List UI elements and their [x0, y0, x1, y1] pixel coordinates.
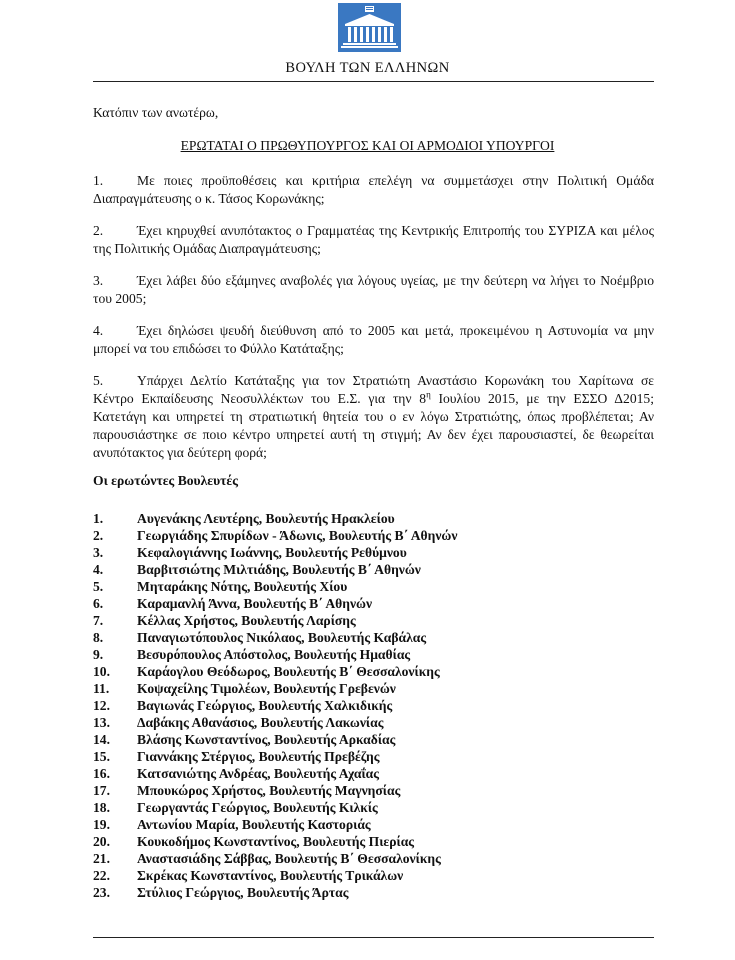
signer-number: 17. [93, 783, 110, 798]
signer-number: 20. [93, 834, 110, 849]
question-number: 4. [93, 323, 104, 338]
signer-item [93, 510, 654, 527]
signer-item [93, 544, 654, 561]
signer-number: 4. [93, 562, 104, 577]
signer-item [93, 646, 654, 663]
signer-name: Σκρέκας Κωνσταντίνος, Βουλευτής Τρικάλων [137, 868, 404, 883]
question-2 [93, 222, 654, 258]
signer-name: Γιαννάκης Στέργιος, Βουλευτής Πρεβέζης [137, 749, 380, 764]
signer-name: Κέλλας Χρήστος, Βουλευτής Λαρίσης [137, 613, 356, 628]
signer-name: Παναγιωτόπουλος Νικόλαος, Βουλευτής Καβάλας [137, 630, 427, 645]
signer-number: 3. [93, 545, 104, 560]
signer-item [93, 799, 654, 816]
signer-item [93, 816, 654, 833]
signer-item [93, 850, 654, 867]
question-number: 2. [93, 223, 104, 238]
signer-item [93, 867, 654, 884]
signer-number: 11. [93, 681, 110, 696]
question-text: Με ποιες προϋποθέσεις και κριτήρια επελέγη να συμμετάσχει στην Πολιτική Ομάδα Διαπραγμάτευσης ο κ. Τάσος Κορωνάκης; [93, 173, 654, 206]
signer-name: Κουκοδήμος Κωνσταντίνος, Βουλευτής Πιερίας [137, 834, 415, 849]
signer-number: 13. [93, 715, 110, 730]
signer-number: 2. [93, 528, 104, 543]
signer-number: 23. [93, 885, 110, 900]
question-text: Έχει δηλώσει ψευδή διεύθυνση από το 2005 και μετά, προκειμένου η Αστυνομία να μην μπορεί να του επιδώσει το Φύλλο Κατάταξης; [93, 323, 654, 356]
question-text: Έχει κηρυχθεί ανυπότακτος ο Γραμματέας της Κεντρικής Επιτροπής του ΣΥΡΙΖΑ και μέλος της Πολιτικής Ομάδας Διαπραγμάτευσης; [93, 223, 654, 256]
hellenic-parliament-logo-icon [336, 2, 403, 53]
signer-number: 22. [93, 868, 110, 883]
question-text: Έχει λάβει δύο εξάμηνες αναβολές για λόγους υγείας, με την δεύτερη να λήγει το Νοέμβριο του 2005; [93, 273, 654, 306]
signers-title: Οι ερωτώντες Βουλευτές [93, 473, 238, 488]
ordinal-superscript: η [426, 389, 431, 400]
signer-item [93, 578, 654, 595]
signer-item [93, 833, 654, 850]
signer-item [93, 527, 654, 544]
signer-item [93, 731, 654, 748]
signer-number: 15. [93, 749, 110, 764]
signer-item [93, 629, 654, 646]
signer-item [93, 697, 654, 714]
signer-number: 18. [93, 800, 110, 815]
signer-number: 5. [93, 579, 104, 594]
signer-name: Κεφαλογιάννης Ιωάννης, Βουλευτής Ρεθύμνου [137, 545, 407, 560]
signer-name: Μηταράκης Νότης, Βουλευτής Χίου [137, 579, 348, 594]
signer-name: Βαρβιτσιώτης Μιλτιάδης, Βουλευτής Β΄ Αθηνών [137, 562, 421, 577]
signer-name: Γεωργαντάς Γεώργιος, Βουλευτής Κιλκίς [137, 800, 378, 815]
intro-text: Κατόπιν των ανωτέρω, [93, 105, 219, 120]
signer-number: 6. [93, 596, 104, 611]
signer-name: Γεωργιάδης Σπυρίδων - Άδωνις, Βουλευτής Β΄ Αθηνών [137, 528, 458, 543]
signer-item [93, 748, 654, 765]
signer-number: 16. [93, 766, 110, 781]
question-number: 5. [93, 373, 104, 388]
signer-item [93, 782, 654, 799]
signer-number: 12. [93, 698, 110, 713]
signers-list [93, 510, 654, 901]
signer-name: Αντωνίου Μαρία, Βουλευτής Καστοριάς [137, 817, 371, 832]
question-number: 1. [93, 173, 104, 188]
footer-divider [93, 937, 654, 938]
header-divider [93, 81, 654, 82]
signer-item [93, 714, 654, 731]
signer-name: Κατσανιώτης Ανδρέας, Βουλευτής Αχαΐας [137, 766, 380, 781]
signer-item [93, 680, 654, 697]
signer-number: 21. [93, 851, 110, 866]
signer-name: Βλάσης Κωνσταντίνος, Βουλευτής Αρκαδίας [137, 732, 396, 747]
header-title: ΒΟΥΛΗ ΤΩΝ ΕΛΛΗΝΩΝ [285, 60, 450, 76]
signer-number: 8. [93, 630, 104, 645]
question-3 [93, 272, 654, 308]
signer-name: Βεσυρόπουλος Απόστολος, Βουλευτής Ημαθίας [137, 647, 411, 662]
signer-number: 7. [93, 613, 104, 628]
signer-name: Κοψαχείλης Τιμολέων, Βουλευτής Γρεβενών [137, 681, 396, 696]
question-4 [93, 322, 654, 358]
question-text-part-b: Ιουλίου 2015, με την ΕΣΣΟ Δ2015; Κατετάγη και υπηρετεί τη στρατιωτική θητεία του ο εν λόγω Στρατιώτης, όπως προβλέπεται; Αν παρουσιάστηκε σε ποιο κέντρο υπηρετεί αυτή τη στιγμή; Αν δεν έχει παρουσιαστεί, δε θεωρείται ανυπότακτος για δεύτερη φορά; [93, 391, 655, 460]
signer-item [93, 884, 654, 901]
signer-name: Στύλιος Γεώργιος, Βουλευτής Άρτας [137, 885, 349, 900]
signer-number: 1. [93, 511, 104, 526]
signer-number: 19. [93, 817, 110, 832]
signer-item [93, 561, 654, 578]
question-1 [93, 172, 654, 208]
signer-item [93, 595, 654, 612]
signer-item [93, 612, 654, 629]
question-heading: ΕΡΩΤΑΤΑΙ Ο ΠΡΩΘΥΠΟΥΡΓΟΣ ΚΑΙ ΟΙ ΑΡΜΟΔΙΟΙ ΥΠΟΥΡΓΟΙ [180, 138, 555, 153]
signer-number: 10. [93, 664, 110, 679]
signer-name: Καραμανλή Άννα, Βουλευτής Β΄ Αθηνών [137, 596, 373, 611]
signer-name: Καράογλου Θεόδωρος, Βουλευτής Β΄ Θεσσαλονίκης [137, 664, 440, 679]
signer-item [93, 663, 654, 680]
signer-name: Αναστασιάδης Σάββας, Βουλευτής Β΄ Θεσσαλονίκης [137, 851, 441, 866]
question-number: 3. [93, 273, 104, 288]
question-5 [93, 372, 654, 462]
signer-name: Βαγιωνάς Γεώργιος, Βουλευτής Χαλκιδικής [137, 698, 393, 713]
signer-name: Αυγενάκης Λευτέρης, Βουλευτής Ηρακλείου [137, 511, 395, 526]
signer-number: 14. [93, 732, 110, 747]
signer-number: 9. [93, 647, 104, 662]
signer-item [93, 765, 654, 782]
signer-name: Δαβάκης Αθανάσιος, Βουλευτής Λακωνίας [137, 715, 384, 730]
question-text-part-a: Υπάρχει Δελτίο Κατάταξης για τον Στρατιώτη Αναστάσιο Κορωνάκη του Χαρίτωνα σε Κέντρο Εκπαίδευσης Νεοσυλλέκτων του Ε.Σ. για την 8 [93, 373, 654, 406]
signer-name: Μπουκώρος Χρήστος, Βουλευτής Μαγνησίας [137, 783, 401, 798]
